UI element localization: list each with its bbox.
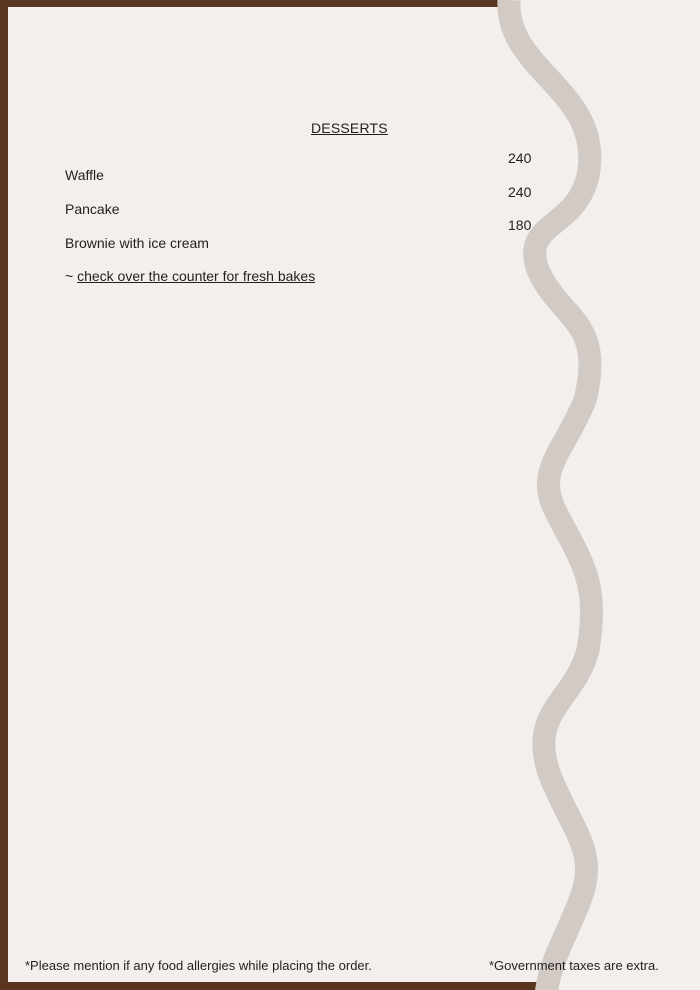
menu-item-price: 240	[508, 150, 532, 166]
note-prefix: ~	[65, 268, 74, 284]
fresh-bakes-note	[65, 268, 315, 284]
allergy-note: *Please mention if any food allergies while placing the order.	[25, 958, 372, 973]
fresh-bakes-link: check over the counter for fresh bakes	[77, 268, 316, 284]
menu-item-name: Brownie with ice cream	[65, 235, 209, 251]
menu-item-name: Waffle	[65, 167, 104, 183]
section-title: DESSERTS	[311, 120, 388, 136]
menu-item-price: 180	[508, 217, 532, 233]
menu-item-name: Pancake	[65, 201, 120, 217]
menu-item-price: 240	[508, 184, 532, 200]
tax-note: *Government taxes are extra.	[489, 958, 659, 973]
